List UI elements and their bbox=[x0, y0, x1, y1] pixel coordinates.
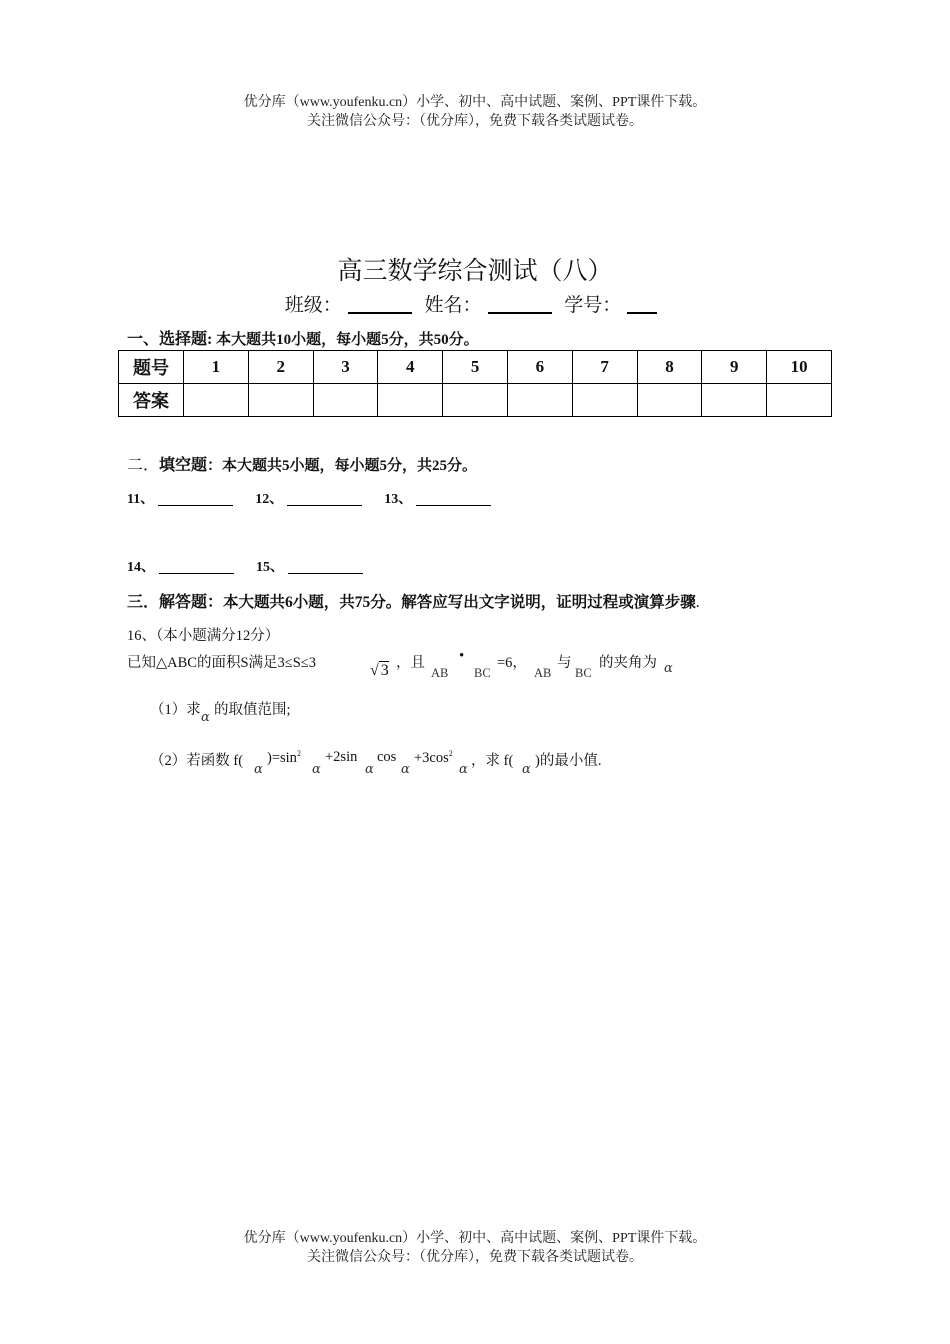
id-blank[interactable] bbox=[627, 292, 657, 314]
blank-15-label: 15、 bbox=[256, 560, 284, 575]
section-2-number: 二． bbox=[127, 457, 160, 474]
question-number: 6 bbox=[507, 351, 572, 384]
name-blank[interactable] bbox=[488, 292, 552, 314]
q16-stem-angle: 的夹角为 bbox=[599, 655, 657, 671]
fill-blank-row-1 bbox=[127, 488, 513, 508]
class-blank[interactable] bbox=[348, 292, 412, 314]
question-number: 2 bbox=[248, 351, 313, 384]
answer-cell[interactable] bbox=[572, 384, 637, 417]
fill-blank-row-2 bbox=[127, 556, 385, 576]
question-number: 8 bbox=[637, 351, 702, 384]
alpha-symbol: α bbox=[459, 762, 468, 777]
sqrt-three: √ 3 bbox=[370, 662, 389, 679]
q16-stem-start: 已知△ABC的面积S满足3≤S≤3 bbox=[127, 655, 317, 671]
q16-part-2-2sin: +2sin bbox=[325, 749, 358, 765]
blank-13-line[interactable] bbox=[416, 491, 491, 506]
q16-stem-with: 与 bbox=[557, 655, 572, 671]
answer-cell[interactable] bbox=[637, 384, 702, 417]
q16-header: 16、（本小题满分12分） bbox=[127, 628, 280, 644]
q16-part-2-find: ，求 f( bbox=[471, 753, 514, 769]
section-3-heading bbox=[127, 589, 700, 612]
question-number: 3 bbox=[313, 351, 378, 384]
footer-line-1: 优分库（www.youfenku.cn）小学、初中、高中试题、案例、PPT课件下载。 bbox=[243, 1231, 707, 1246]
id-label: 学号： bbox=[564, 295, 622, 316]
answer-cell[interactable] bbox=[313, 384, 378, 417]
row-label-answer: 答案 bbox=[119, 384, 184, 417]
table-row bbox=[119, 351, 832, 384]
table-row bbox=[119, 384, 832, 417]
class-label: 班级： bbox=[284, 295, 342, 316]
vector-ab-1: AB bbox=[431, 666, 449, 680]
square-exponent: 2 bbox=[448, 749, 453, 758]
blank-15-line[interactable] bbox=[288, 559, 363, 574]
section-1-title: 一、选择题: bbox=[127, 331, 213, 348]
q16-part-1-start: （1）求 bbox=[150, 702, 201, 718]
page-title: 高三数学综合测试（八） bbox=[337, 258, 613, 285]
q16-stem-and: ，且 bbox=[396, 655, 425, 671]
alpha-symbol: α bbox=[664, 661, 673, 676]
answer-cell[interactable] bbox=[378, 384, 443, 417]
sin-text: )=sin bbox=[267, 749, 297, 766]
blank-13-label: 13、 bbox=[384, 492, 413, 507]
section-2-desc: ：本大题共5小题，每小题5分，共25分。 bbox=[207, 458, 478, 474]
answer-cell[interactable] bbox=[248, 384, 313, 417]
question-number: 4 bbox=[378, 351, 443, 384]
answer-cell[interactable] bbox=[184, 384, 249, 417]
blank-12-label: 12、 bbox=[255, 492, 284, 507]
q16-part-2-start: （2）若函数 f( bbox=[150, 753, 244, 769]
vector-ab-2: AB bbox=[534, 666, 552, 680]
question-number: 1 bbox=[184, 351, 249, 384]
section-1-desc: 本大题共10小题，每小题5分，共50分。 bbox=[216, 332, 479, 348]
question-number: 5 bbox=[443, 351, 508, 384]
question-number: 9 bbox=[702, 351, 767, 384]
alpha-symbol: α bbox=[522, 762, 531, 777]
q16-part-1-end: 的取值范围; bbox=[214, 702, 291, 718]
vector-bc-1: BC bbox=[474, 666, 491, 680]
header-line-1: 优分库（www.youfenku.cn）小学、初中、高中试题、案例、PPT课件下载。 bbox=[243, 95, 707, 110]
alpha-symbol: α bbox=[254, 762, 263, 777]
answer-cell[interactable] bbox=[702, 384, 767, 417]
q16-part-2-3cos bbox=[414, 749, 453, 767]
alpha-symbol: α bbox=[401, 762, 410, 777]
answer-cell[interactable] bbox=[507, 384, 572, 417]
dot-product-symbol: • bbox=[459, 648, 465, 664]
q16-part-2-end: )的最小值. bbox=[535, 753, 602, 769]
answer-cell[interactable] bbox=[443, 384, 508, 417]
answer-table bbox=[118, 350, 832, 417]
alpha-symbol: α bbox=[312, 762, 321, 777]
footer-line-2: 关注微信公众号：（优分库），免费下载各类试题试卷。 bbox=[307, 1250, 643, 1265]
section-2-heading bbox=[127, 452, 477, 475]
section-1-heading bbox=[127, 326, 479, 349]
row-label-question: 题号 bbox=[119, 351, 184, 384]
name-label: 姓名： bbox=[424, 295, 482, 316]
section-2-title: 填空题 bbox=[159, 457, 208, 474]
blank-12-line[interactable] bbox=[287, 491, 362, 506]
q16-part-2-sin bbox=[267, 749, 301, 767]
alpha-symbol: α bbox=[365, 762, 374, 777]
question-number: 7 bbox=[572, 351, 637, 384]
section-3-title: 三．解答题： bbox=[127, 594, 224, 611]
sqrt-radicand: 3 bbox=[380, 662, 389, 679]
blank-14-label: 14、 bbox=[127, 560, 155, 575]
cos-text: +3cos bbox=[414, 749, 449, 766]
answer-cell[interactable] bbox=[767, 384, 832, 417]
q16-stem-equals: =6， bbox=[497, 655, 527, 671]
blank-11-label: 11、 bbox=[127, 492, 155, 507]
square-exponent: 2 bbox=[296, 749, 301, 758]
blank-11-line[interactable] bbox=[158, 491, 233, 506]
blank-14-line[interactable] bbox=[159, 559, 234, 574]
section-3-period: . bbox=[695, 594, 700, 611]
header-line-2: 关注微信公众号：（优分库），免费下载各类试题试卷。 bbox=[307, 114, 643, 129]
vector-bc-2: BC bbox=[575, 666, 592, 680]
alpha-symbol: α bbox=[201, 710, 210, 725]
student-info-line bbox=[0, 290, 950, 317]
question-number: 10 bbox=[767, 351, 832, 384]
q16-part-2-cos: cos bbox=[377, 749, 397, 765]
section-3-desc: 本大题共6小题，共75分。解答应写出文字说明，证明过程或演算步骤 bbox=[223, 594, 696, 611]
